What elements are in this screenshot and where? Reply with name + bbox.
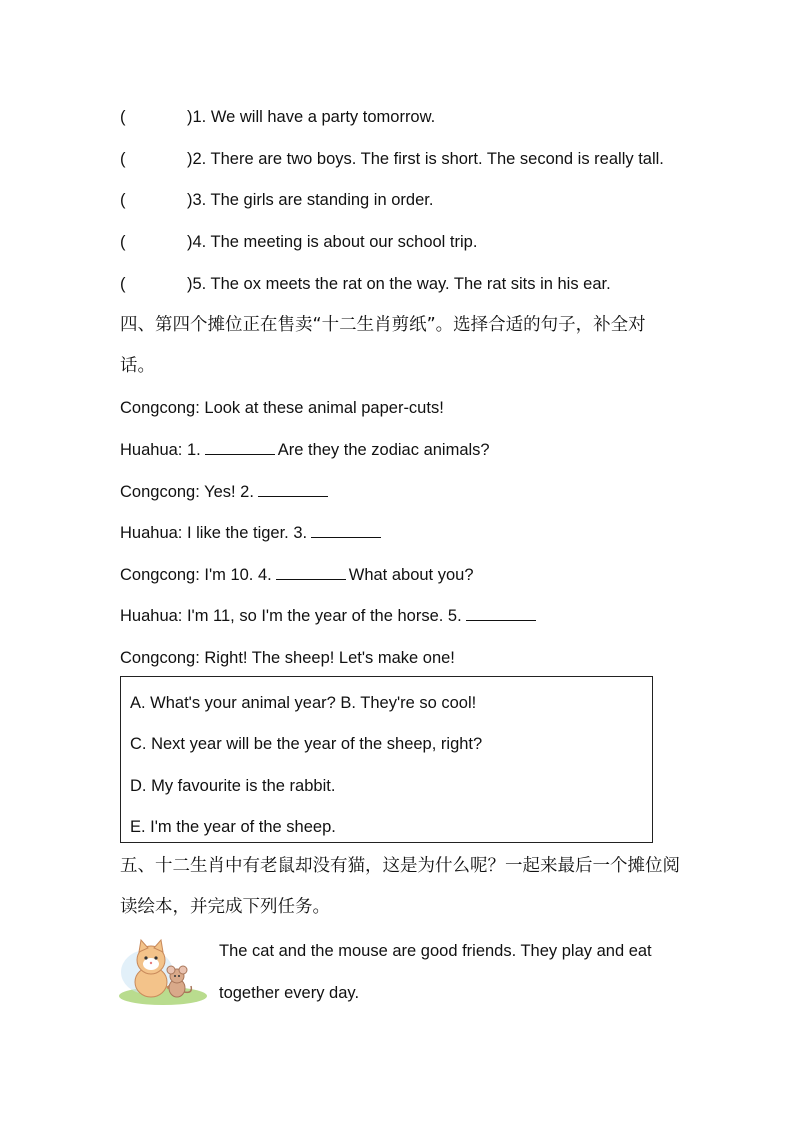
mouse-ear bbox=[179, 966, 187, 974]
story-text: The cat and the mouse are good friends. They play and eat together every day. bbox=[219, 942, 652, 1002]
dialogue-line-7: Congcong: Right! The sheep! Let's make one! bbox=[120, 649, 455, 667]
cat-and-mouse-picture bbox=[117, 936, 209, 1006]
judge-item-5 bbox=[120, 274, 611, 294]
mouse-ear bbox=[167, 966, 175, 974]
dialogue-line-3: Congcong: Yes! 2. bbox=[120, 482, 331, 502]
judge-item-3 bbox=[120, 190, 433, 210]
option-e: E. I'm the year of the sheep. bbox=[130, 818, 336, 836]
answer-blank-3[interactable] bbox=[311, 523, 381, 538]
cat-eye bbox=[144, 956, 147, 959]
cat-eye bbox=[154, 956, 157, 959]
dialogue-line-1: Congcong: Look at these animal paper-cuts! bbox=[120, 399, 444, 417]
dialogue-line-2: Huahua: 1. Are they the zodiac animals? bbox=[120, 441, 490, 459]
mouse-eye bbox=[178, 975, 180, 977]
options-box bbox=[120, 676, 653, 843]
answer-bracket[interactable]: ( bbox=[120, 108, 126, 126]
answer-bracket[interactable]: ( bbox=[120, 233, 126, 251]
answer-blank-4[interactable] bbox=[276, 565, 346, 580]
item-text: )5. The ox meets the rat on the way. The rat sits in his ear. bbox=[187, 275, 611, 293]
answer-bracket[interactable]: ( bbox=[120, 191, 126, 209]
section-4-heading: 四、第四个摊位正在售卖“十二生肖剪纸”。选择合适的句子，补全对话。 bbox=[120, 315, 646, 376]
answer-bracket[interactable]: ( bbox=[120, 275, 126, 293]
answer-blank-5[interactable] bbox=[466, 606, 536, 621]
option-d: D. My favourite is the rabbit. bbox=[130, 777, 336, 795]
section-5-heading: 五、十二生肖中有老鼠却没有猫，这是为什么呢？一起来最后一个摊位阅读绘本，并完成下列任务。 bbox=[120, 856, 680, 917]
judge-item-1 bbox=[120, 107, 435, 127]
item-text: )3. The girls are standing in order. bbox=[187, 191, 434, 209]
answer-blank-1[interactable] bbox=[205, 440, 275, 455]
item-text: )2. There are two boys. The first is short. The second is really tall. bbox=[187, 150, 664, 168]
dialogue-line-6: Huahua: I'm 11, so I'm the year of the horse. 5. bbox=[120, 606, 539, 626]
judge-item-2 bbox=[120, 149, 664, 169]
dialogue-line-4: Huahua: I like the tiger. 3. bbox=[120, 523, 384, 543]
dialogue-line-5: Congcong: I'm 10. 4. What about you? bbox=[120, 566, 474, 584]
judge-item-4 bbox=[120, 232, 477, 252]
mouse-eye bbox=[174, 975, 176, 977]
answer-bracket[interactable]: ( bbox=[120, 150, 126, 168]
option-ab: A. What's your animal year? B. They're so cool! bbox=[130, 694, 477, 712]
item-text: )4. The meeting is about our school trip. bbox=[187, 233, 478, 251]
answer-blank-2[interactable] bbox=[258, 482, 328, 497]
cat-nose bbox=[150, 962, 152, 964]
item-text: )1. We will have a party tomorrow. bbox=[187, 108, 436, 126]
option-c: C. Next year will be the year of the sheep, right? bbox=[130, 735, 483, 753]
